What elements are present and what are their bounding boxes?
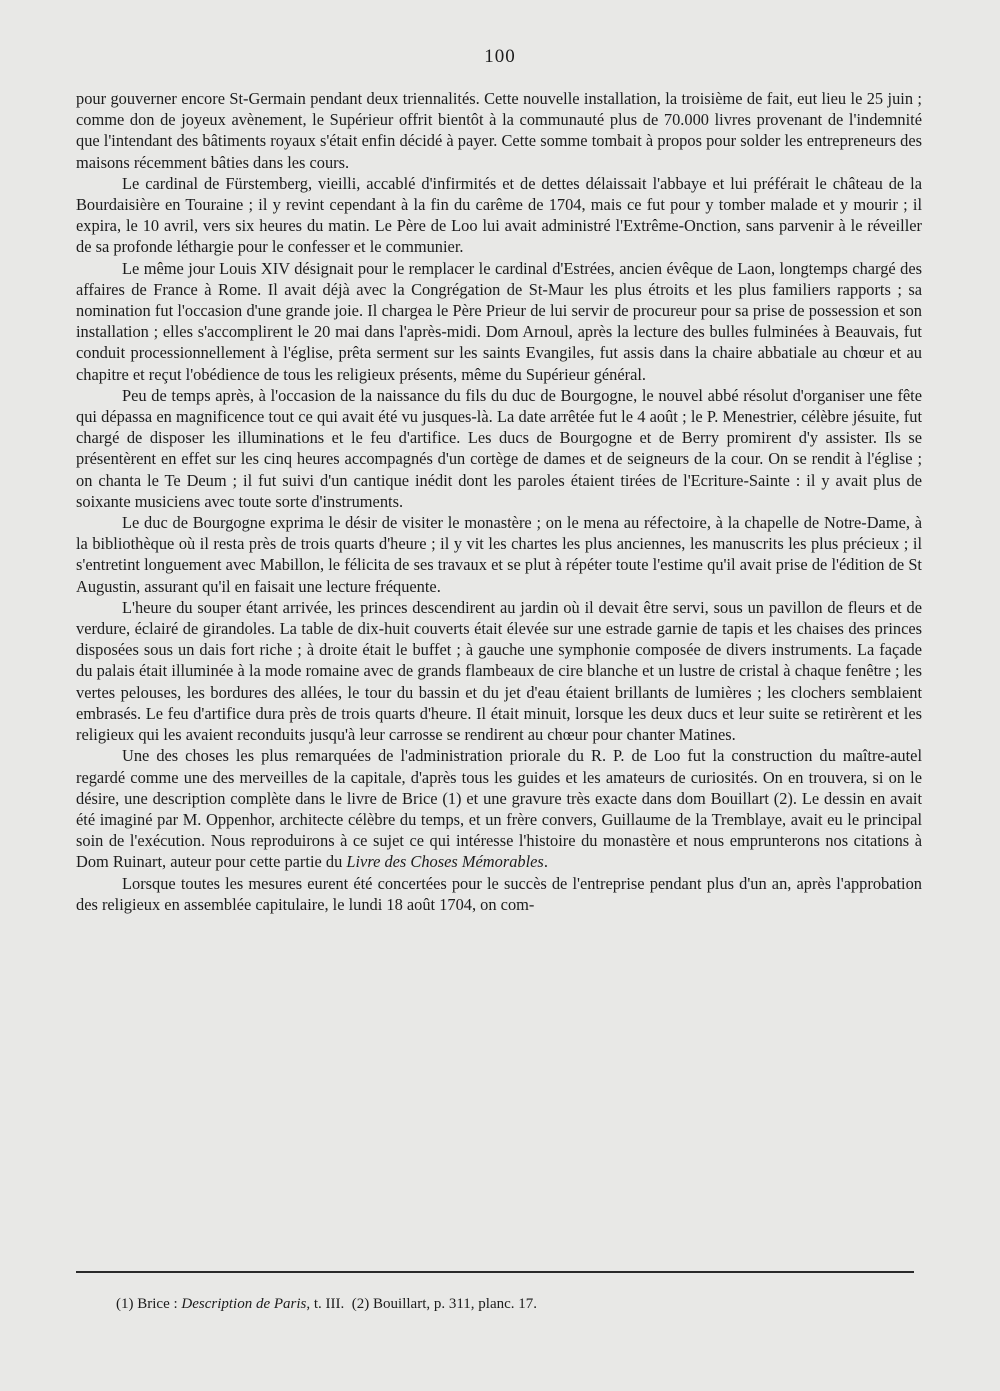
body-text [76,88,922,915]
footnote-1-number: (1) Brice : [116,1296,178,1312]
paragraph: Peu de temps après, à l'occasion de la naissance du fils du duc de Bourgogne, le nouvel abbé résolut d'organiser une fête qui dépassa en magnificence tout ce qui avait été vu jusques-là. La date arrêtée fut le 4 août ; le P. Menestrier, célèbre jésuite, fut chargé de disposer les illuminations et le feu d'artifice. Les ducs de Bourgogne et de Berry promirent d'y assister. Ils se présentèrent en effet sur les cinq heures accompagnés d'un cortège de dames et de seigneurs de la cour. On se rendit à l'église ; on chanta le Te Deum ; il fut suivi d'un cantique inédit dont les paroles étaient tirées de l'Ecriture-Sainte : il y avait plus de soixante musiciens avec toute sorte d'instruments. [76,385,922,511]
paragraph: Le même jour Louis XIV désignait pour le remplacer le cardinal d'Estrées, ancien évêque de Laon, longtemps chargé des affaires de France à Rome. Il avait déjà avec la Congrégation de St-Maur les plus étroits et les plus familiers rapports ; sa nomination fut l'occasion d'une grande joie. Il chargea le Père Prieur de lui servir de procureur pour sa prise de possession et son installation ; elles s'accomplirent le 20 mai dans l'après-midi. Dom Arnoul, après la lecture des bulles fulminées à Beauvais, fut conduit processionnellement à l'église, prêta serment sur les saints Evangiles, fut assis dans la chaire abbatiale au chœur et au chapitre et reçut l'obédience de tous les religieux présents, même du Supérieur général. [76,258,922,384]
paragraph-end: . [543,852,548,872]
footnote-2: (2) Bouillart, p. 311, planc. 17. [351,1296,538,1312]
paragraph-text: Une des choses les plus remarquées de l'administration priorale du R. P. de Loo fut la construction du maître-autel regardé comme une des merveilles de la capitale, d'après tous les guides et les amateurs de curiosités. On en trouvera, si on le désire, une description complète dans le livre de Brice (1) et une gravure très exacte dans dom Bouillart (2). Le dessin en avait été imaginé par M. Oppenhor, architecte célèbre du temps, et un frère convers, Guillaume de la Tremblaye, avait eu le principal soin de l'exécution. Nous reproduirons à ce sujet ce qui intéresse l'histoire du monastère et nous emprunterons nos citations à Dom Ruinart, auteur pour cette partie du [76,746,922,872]
page-number: 100 [484,46,516,67]
footnote-1-title: Description de Paris [181,1296,307,1312]
paragraph: L'heure du souper étant arrivée, les princes descendirent au jardin où il devait être servi, sous un pavillon de fleurs et de verdure, éclairé de girandoles. La table de dix-huit couverts était élevée sur une estrade garnie de tapis et les chaises des princes disposées sous un dais fort riche ; à droite était le buffet ; à gauche une symphonie composée de divers instruments. La façade du palais était illuminée à la mode romaine avec de grands flambeaux de cire blanche et un lustre de cristal à chaque fenêtre ; les vertes pelouses, les bordures des allées, le tour du bassin et du jet d'eau étaient brillants de lumières ; les clochers semblaient embrasés. Le feu d'artifice dura près de trois quarts d'heure. Il était minuit, lorsque les deux ducs et leur suite se retirèrent et les religieux qui les avaient reconduits jusqu'à leur carrosse se rendirent au chœur pour chanter Matines. [76,597,922,745]
footnote-rule [76,1271,914,1273]
paragraph [76,745,922,872]
paragraph: pour gouverner encore St-Germain pendant deux triennalités. Cette nouvelle installation, la troisième de fait, eut lieu le 25 juin ; comme don de joyeux avènement, le Supérieur offrit bientôt à la communauté plus de 70.000 livres provenant de l'indemnité que l'intendant des bâtiments royaux s'était enfin décidé à payer. Cette somme tombait à propos pour solder les entrepreneurs des maisons récemment bâties dans les cours. [76,89,922,172]
footnote-1-rest: , t. III. [306,1296,345,1312]
book-title: Livre des Choses Mémorables [346,852,544,872]
paragraph: Le cardinal de Fürstemberg, vieilli, accablé d'infirmités et de dettes délaissait l'abbaye et lui préférait le château de la Bourdaisière en Touraine ; il y revint cependant à la fin du carême de 1704, mais ce fut pour y tomber malade et y mourir ; il expira, le 10 avril, vers six heures du matin. Le Père de Loo lui avait administré l'Extrême-Onction, sans parvenir à le réveiller de sa profonde léthargie pour le confesser et le communier. [76,173,922,257]
footnote [116,1296,916,1313]
paragraph: Le duc de Bourgogne exprima le désir de visiter le monastère ; on le mena au réfectoire, à la chapelle de Notre-Dame, à la bibliothèque où il resta près de trois quarts d'heure ; il y vit les chartes les plus anciennes, les manuscrits les plus précieux ; il s'entretint longuement avec Mabillon, le félicita de ses travaux et se plut à répéter toute l'estime qu'il avait prise de l'édition de St Augustin, assurant qu'il en faisait une lecture fréquente. [76,513,922,596]
paragraph: Lorsque toutes les mesures eurent été concertées pour le succès de l'entreprise pendant plus d'un an, après l'approbation des religieux en assemblée capitulaire, le lundi 18 août 1704, on com- [76,873,922,914]
